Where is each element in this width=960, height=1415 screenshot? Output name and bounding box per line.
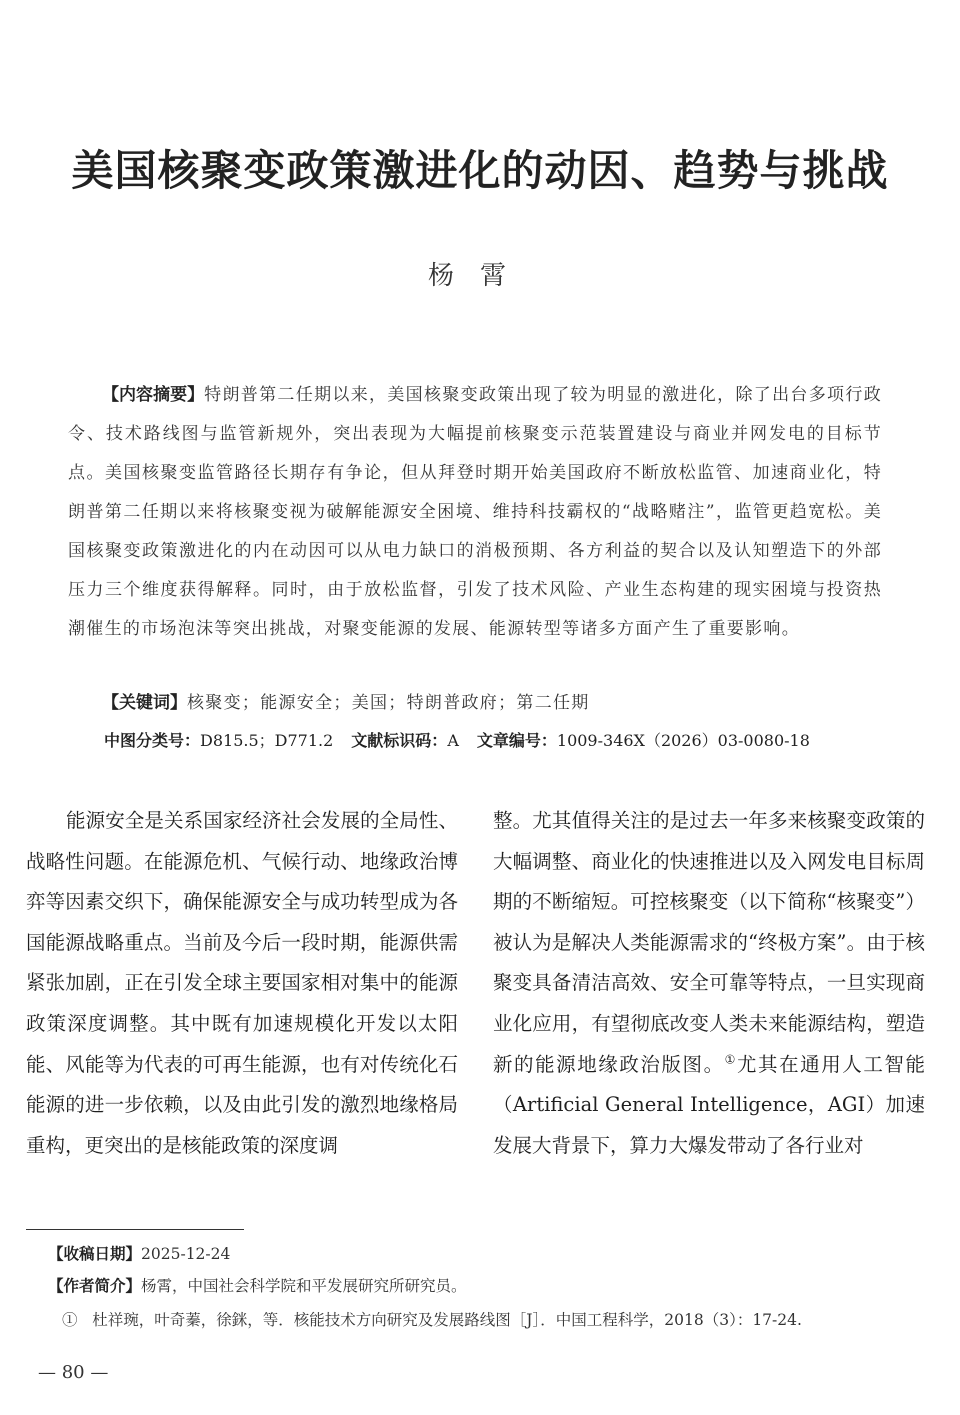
keywords bbox=[102, 684, 882, 723]
keywords-text: 核聚变；能源安全；美国；特朗普政府；第二任期 bbox=[187, 693, 590, 713]
author-name: 杨霄 bbox=[427, 261, 532, 291]
author-bio bbox=[48, 1273, 467, 1299]
clc-label: 中图分类号： bbox=[104, 731, 201, 750]
author-bio-text: 杨霄，中国社会科学院和平发展研究所研究员。 bbox=[141, 1277, 467, 1295]
doc-code-value: A bbox=[447, 731, 459, 750]
body-right-text-1: 整。尤其值得关注的是过去一年多来核聚变政策的大幅调整、商业化的快速推进以及入网发电目标周期的不断缩短。可控核聚变（以下简称“核聚变”）被认为是解决人类能源需求的“终极方案”。由于核聚变具备清洁高效、安全可靠等特点，一旦实现商业化应用，有望彻底改变人类未来能源结构，塑造新的能源地缘政治版图。 bbox=[493, 809, 925, 1076]
footnote-1-text: 杜祥琬，叶奇蓁，徐銤，等．核能技术方向研究及发展路线图［J］．中国工程科学，2018（3）：17-24. bbox=[92, 1311, 802, 1329]
footnote-divider bbox=[26, 1229, 244, 1230]
footnote-1-marker: ① bbox=[62, 1311, 78, 1329]
article-no-value: 1009-346X（2026）03-0080-18 bbox=[556, 731, 810, 750]
footnote-ref-1[interactable]: ① bbox=[724, 1052, 737, 1067]
classification-line bbox=[104, 724, 894, 758]
received-value: 2025-12-24 bbox=[141, 1245, 231, 1263]
received-label: 【收稿日期】 bbox=[48, 1245, 142, 1263]
article-no-label: 文章编号： bbox=[476, 731, 557, 750]
doc-code-label: 文献标识码： bbox=[351, 731, 448, 750]
author-bio-label: 【作者简介】 bbox=[48, 1277, 142, 1295]
paper-title: 美国核聚变政策激进化的动因、趋势与挑战 bbox=[71, 146, 889, 195]
abstract-text: 特朗普第二任期以来，美国核聚变政策出现了较为明显的激进化，除了出台多项行政令、技术路线图与监管新规外，突出表现为大幅提前核聚变示范装置建设与商业并网发电的目标节点。美国核聚变监管路径长期存有争论，但从拜登时期开始美国政府不断放松监管、加速商业化，特朗普第二任期以来将核聚变视为破解能源安全困境、维持科技霸权的“战略赌注”，监管更趋宽松。美国核聚变政策激进化的内在动因可以从电力缺口的消极预期、各方利益的契合以及认知塑造下的外部压力三个维度获得解释。同时，由于放松监督，引发了技术风险、产业生态构建的现实困境与投资热潮催生的市场泡沫等突出挑战，对聚变能源的发展、能源转型等诸多方面产生了重要影响。 bbox=[68, 385, 883, 639]
received-date bbox=[48, 1241, 230, 1267]
page-number: — 80 — bbox=[38, 1362, 109, 1383]
keywords-label: 【关键词】 bbox=[102, 693, 187, 713]
abstract-label: 【内容摘要】 bbox=[102, 385, 205, 405]
footnote-1 bbox=[62, 1307, 802, 1333]
abstract bbox=[68, 376, 882, 649]
clc-value: D815.5；D771.2 bbox=[200, 731, 334, 750]
body-column-left: 能源安全是关系国家经济社会发展的全局性、战略性问题。在能源危机、气候行动、地缘政治博弈等因素交织下，确保能源安全与成功转型成为各国能源战略重点。当前及今后一段时期，能源供需紧张加剧，正在引发全球主要国家相对集中的能源政策深度调整。其中既有加速规模化开发以太阳能、风能等为代表的可再生能源，也有对传统化石能源的进一步依赖，以及由此引发的激烈地缘格局重构，更突出的是核能政策的深度调 bbox=[26, 809, 458, 1157]
body-column-right bbox=[493, 801, 925, 1166]
body-right-text-2: 尤其在通用人工智能（Artificial General Intelligence，AGI）加速发展大背景下，算力大爆发带动了各行业对 bbox=[493, 1052, 925, 1157]
